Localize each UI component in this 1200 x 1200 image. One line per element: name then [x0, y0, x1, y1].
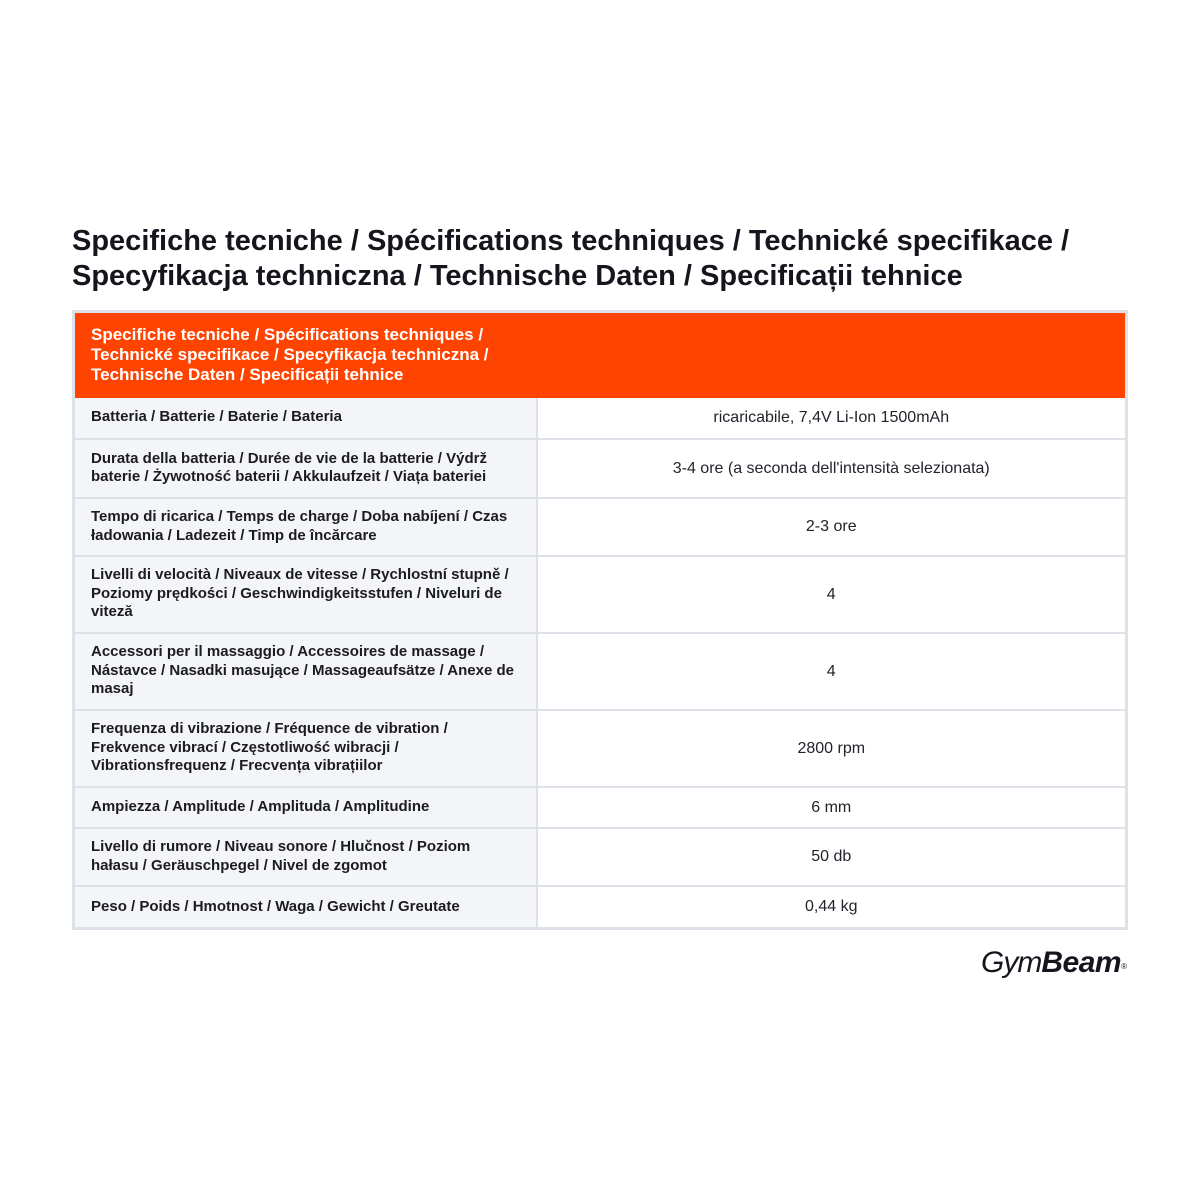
logo-text-bold: Beam	[1041, 946, 1122, 979]
table-row	[74, 498, 1127, 556]
table-header-title: Specifiche tecniche / Spécifications techniques / Technické specifikace / Specyfikacja techniczna / Technische Daten / Specificații tehnice	[91, 325, 489, 385]
table-row	[74, 439, 1127, 498]
table-row	[74, 710, 1127, 787]
gymbeam-logo	[981, 946, 1127, 980]
table-row	[74, 398, 1127, 439]
page-title: Specifiche tecniche / Spécifications techniques / Technické specifikace / Specyfikacja techniczna / Technische Daten / Specificații tehnice	[72, 225, 1070, 292]
row-label: Frequenza di vibrazione / Fréquence de vibration / Frekvence vibrací / Częstotliwość wibracji / Vibrationsfrequenz / Frecvența vibrațiilor	[74, 710, 537, 787]
row-value: 2800 rpm	[537, 710, 1127, 787]
row-label: Durata della batteria / Durée de vie de la batterie / Výdrž baterie / Żywotność baterii / Akkulaufzeit / Viața bateriei	[74, 439, 537, 498]
table-row	[74, 633, 1127, 710]
row-label: Tempo di ricarica / Temps de charge / Doba nabíjení / Czas ładowania / Ladezeit / Timp de încărcare	[74, 498, 537, 556]
row-label: Peso / Poids / Hmotnost / Waga / Gewicht / Greutate	[74, 886, 537, 929]
row-value: 0,44 kg	[537, 886, 1127, 929]
table-row	[74, 787, 1127, 828]
spec-table	[72, 310, 1128, 930]
row-value: 50 db	[537, 828, 1127, 886]
row-value: 4	[537, 633, 1127, 710]
registered-mark-icon: ®	[1121, 962, 1127, 971]
logo-text-light: Gym	[981, 946, 1042, 979]
row-value: 6 mm	[537, 787, 1127, 828]
row-label: Ampiezza / Amplitude / Amplituda / Amplitudine	[74, 787, 537, 828]
table-header-cell	[74, 312, 1127, 398]
row-label: Batteria / Batterie / Baterie / Bateria	[74, 398, 537, 439]
table-row	[74, 886, 1127, 929]
row-label: Accessori per il massaggio / Accessoires de massage / Nástavce / Nasadki masujące / Massageaufsätze / Anexe de masaj	[74, 633, 537, 710]
table-row	[74, 828, 1127, 886]
row-value: ricaricabile, 7,4V Li-Ion 1500mAh	[537, 398, 1127, 439]
row-label: Livelli di velocità / Niveaux de vitesse / Rychlostní stupně / Poziomy prędkości / Geschwindigkeitsstufen / Niveluri de viteză	[74, 556, 537, 633]
table-row	[74, 556, 1127, 633]
row-value: 2-3 ore	[537, 498, 1127, 556]
row-value: 3-4 ore (a seconda dell'intensità selezionata)	[537, 439, 1127, 498]
table-header-row	[74, 312, 1127, 398]
row-value: 4	[537, 556, 1127, 633]
row-label: Livello di rumore / Niveau sonore / Hlučnost / Poziom hałasu / Geräuschpegel / Nivel de zgomot	[74, 828, 537, 886]
